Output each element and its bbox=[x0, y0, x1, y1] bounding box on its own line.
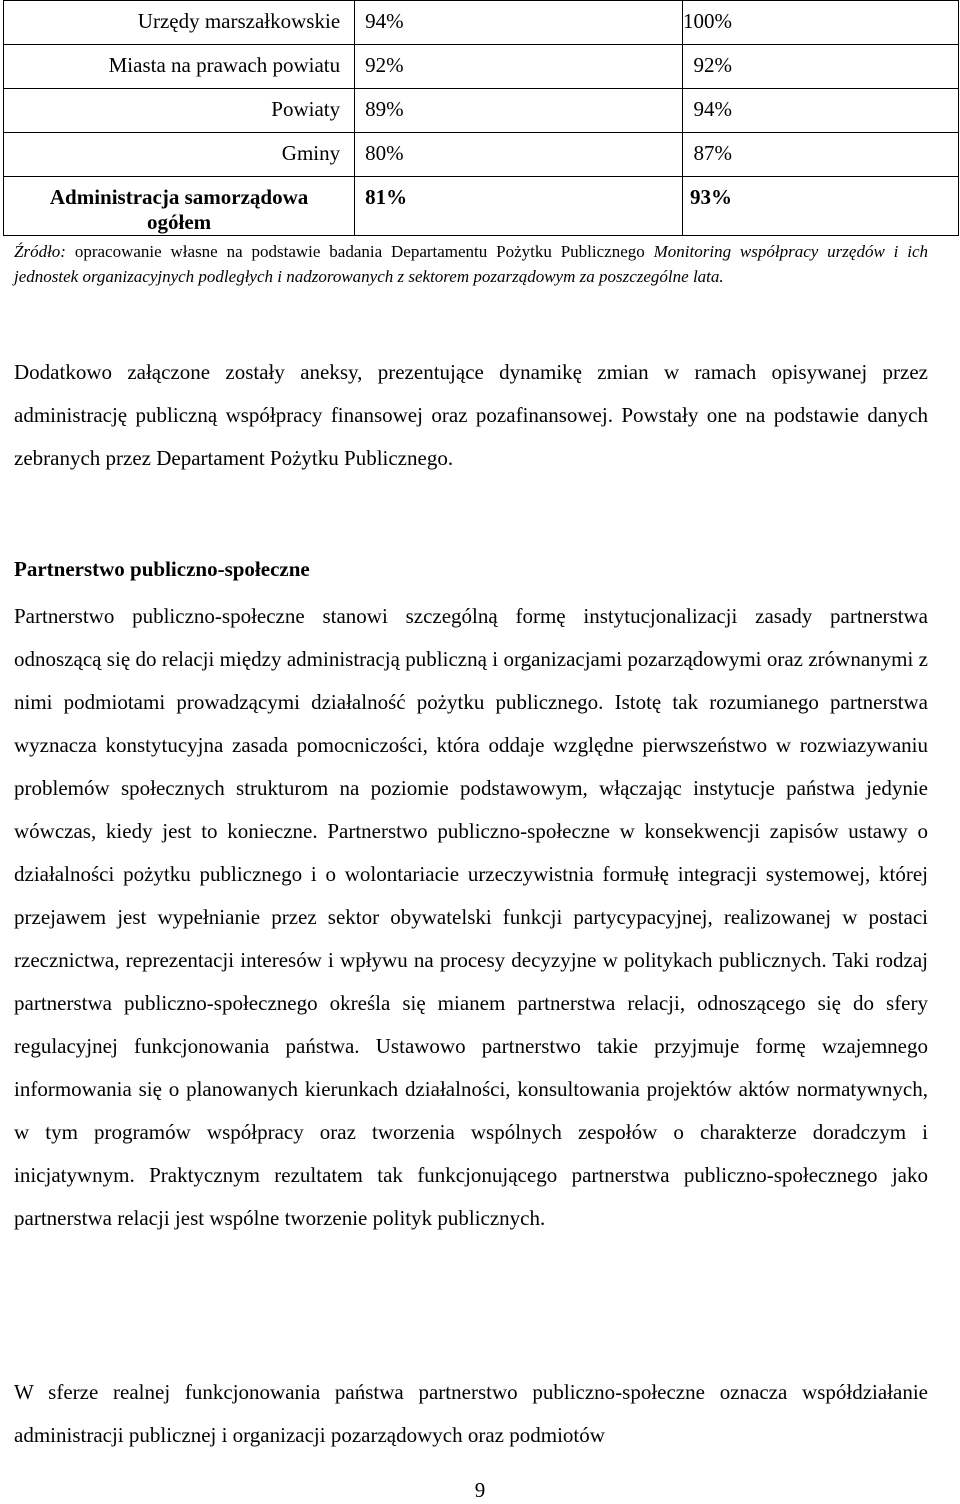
table-cell-value bbox=[683, 1, 959, 45]
row-label: Gminy bbox=[281, 141, 341, 165]
row-value-2: 92% bbox=[693, 53, 732, 77]
table-cell-value bbox=[355, 89, 683, 133]
row-value-2: 100% bbox=[683, 9, 732, 33]
source-prefix: Źródło: bbox=[14, 242, 66, 261]
table-cell-label bbox=[4, 177, 355, 236]
source-text: opracowanie własne na podstawie badania Departamentu Pożytku Publicznego bbox=[65, 242, 654, 261]
section-heading: Partnerstwo publiczno-społeczne bbox=[14, 557, 310, 581]
table-total-row bbox=[4, 177, 959, 236]
total-label-line2: ogółem bbox=[146, 210, 212, 234]
row-value-2: 94% bbox=[693, 97, 732, 121]
table-cell-value bbox=[683, 89, 959, 133]
table-cell-value bbox=[355, 133, 683, 177]
source-note bbox=[14, 239, 928, 289]
table-cell-label bbox=[4, 89, 355, 133]
table-row bbox=[4, 45, 959, 89]
table-cell-label bbox=[4, 1, 355, 45]
table-cell-value bbox=[683, 133, 959, 177]
table-cell-label bbox=[4, 45, 355, 89]
total-label-line1: Administracja samorządowa bbox=[49, 185, 309, 209]
total-value-2: 93% bbox=[690, 185, 732, 209]
row-value-1: 80% bbox=[365, 141, 404, 165]
row-label: Urzędy marszałkowskie bbox=[137, 9, 341, 33]
table-cell-label bbox=[4, 133, 355, 177]
table-cell-value bbox=[683, 45, 959, 89]
paragraph-real-sphere: W sferze realnej funkcjonowania państwa partnerstwo publiczno-społeczne oznacza współdziałanie administracji publicznej i organizacji pozarządowych oraz podmiotów bbox=[14, 1380, 928, 1447]
source-title: Monitoring współpracy urzędów i ich jednostek organizacyjnych podległych i nadzorowanych z sektorem pozarządowym za poszczególne lata. bbox=[14, 242, 928, 286]
row-value-2: 87% bbox=[693, 141, 732, 165]
total-value-1: 81% bbox=[365, 185, 408, 209]
paragraph-partnership: Partnerstwo publiczno-społeczne stanowi szczególną formę instytucjonalizacji zasady partnerstwa odnoszącą się do relacji między administracją publiczną i organizacjami pozarządowymi oraz zrównanymi z nimi podmiotami prowadzącymi działalność pożytku publicznego. Istotę tak rozumianego partnerstwa wyznacza konstytucyjna zasada pomocniczości, która oddaje względne pierwszeństwo w rozwiazywaniu problemów społecznych strukturom na poziomie podstawowym, włączając instytucje państwa jedynie wówczas, kiedy jest to konieczne. Partnerstwo publiczno-społeczne w konsekwencji zapisów ustawy o działalności pożytku publicznego i o wolontariacie urzeczywistnia formułę integracji systemowej, której przejawem jest wypełnianie przez sektor obywatelski funkcji partycypacyjnej, realizowanej w postaci rzecznictwa, reprezentacji interesów i wpływu na procesy decyzyjne w politykach publicznych. Taki rodzaj partnerstwa publiczno-społecznego określa się mianem partnerstwa relacji, odnoszącego się do sfery regulacyjnej funkcjonowania państwa. Ustawowo partnerstwo takie przyjmuje formę wzajemnego informowania się o planowanych kierunkach działalności, konsultowania projektów aktów normatywnych, w tym programów współpracy oraz tworzenia wspólnych zespołów o charakterze doradczym i inicjatywnym. Praktycznym rezultatem tak funkcjonującego partnerstwa publiczno-społecznego jako partnerstwa relacji jest wspólne tworzenie polityk publicznych. bbox=[14, 604, 928, 1230]
row-value-1: 94% bbox=[365, 9, 404, 33]
table-cell-value bbox=[355, 1, 683, 45]
page-number: 9 bbox=[474, 1478, 486, 1502]
table-row bbox=[4, 89, 959, 133]
table-row bbox=[4, 1, 959, 45]
row-value-1: 89% bbox=[365, 97, 404, 121]
row-label: Powiaty bbox=[271, 97, 341, 121]
table-cell-value bbox=[355, 177, 683, 236]
row-label: Miasta na prawach powiatu bbox=[108, 53, 341, 77]
table-cell-value bbox=[355, 45, 683, 89]
table-cell-value bbox=[683, 177, 959, 236]
paragraph-annexes: Dodatkowo załączone zostały aneksy, prezentujące dynamikę zmian w ramach opisywanej przez administrację publiczną współpracy finansowej oraz pozafinansowej. Powstały one na podstawie danych zebranych przez Departament Pożytku Publicznego. bbox=[14, 360, 928, 470]
row-value-1: 92% bbox=[365, 53, 404, 77]
total-label bbox=[4, 177, 354, 235]
table-row bbox=[4, 133, 959, 177]
statistics-table bbox=[3, 0, 959, 236]
